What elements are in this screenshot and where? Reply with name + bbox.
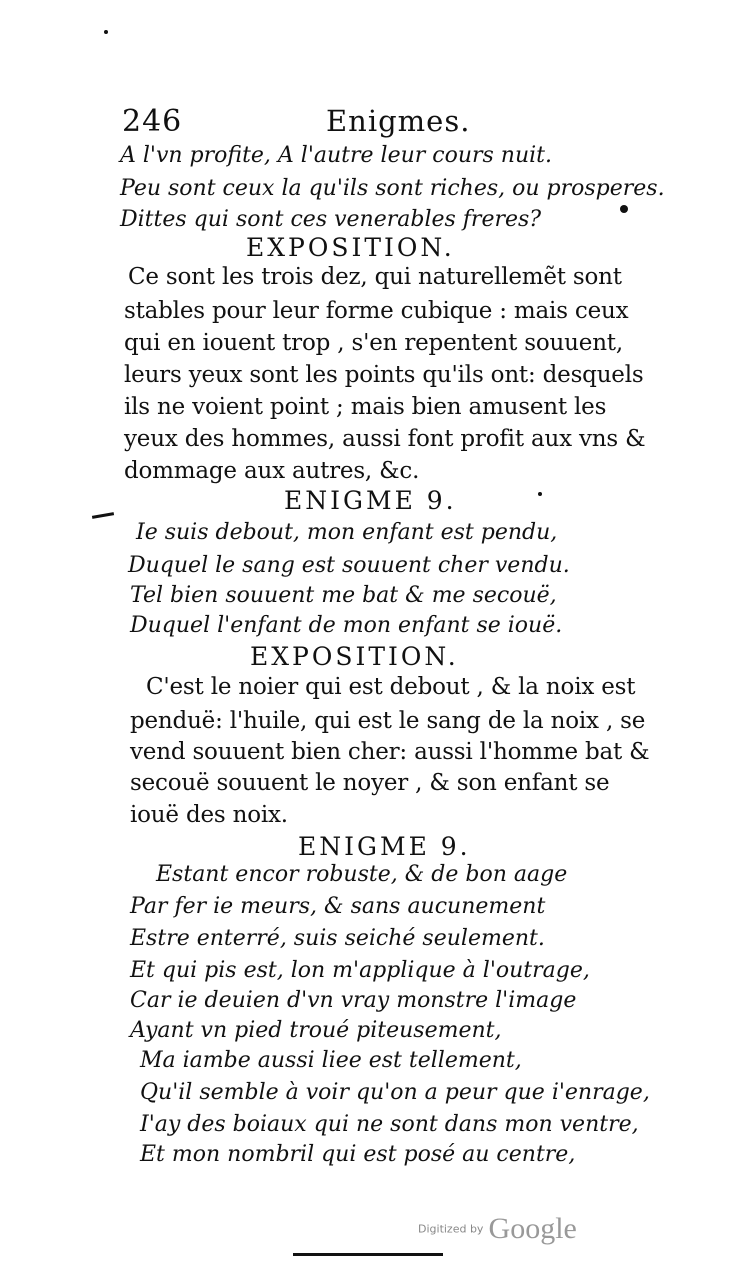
prose-line: Ce sont les trois dez, qui naturellemẽt sont [128, 264, 622, 290]
prose-line: dommage aux autres, &c. [124, 458, 420, 484]
verse-line: Ie suis debout, mon enfant est pendu, [136, 520, 558, 545]
prose-line: penduë: l'huile, qui est le sang de la noix , se [130, 708, 646, 734]
running-title: Enigmes. [326, 104, 471, 138]
verse-line: Par fer ie meurs, & sans aucunement [130, 894, 546, 919]
enigme-heading: ENIGME 9. [284, 486, 457, 515]
verse-line: Duquel le sang est souuent cher vendu. [128, 553, 570, 578]
enigme-heading: ENIGME 9. [298, 832, 471, 861]
digitized-label: Digitized by [418, 1222, 484, 1236]
ink-speck [538, 492, 542, 496]
prose-line: leurs yeux sont les points qu'ils ont: desquels [124, 362, 644, 388]
digitized-watermark [418, 1212, 577, 1246]
verse-line: Tel bien souuent me bat & me secouë, [130, 583, 557, 608]
prose-line: vend souuent bien cher: aussi l'homme bat & [130, 739, 650, 765]
prose-line: stables pour leur forme cubique : mais ceux [124, 298, 629, 324]
verse-line: Estant encor robuste, & de bon aage [156, 862, 568, 887]
bottom-rule [293, 1253, 443, 1256]
verse-line: Dittes qui sont ces venerables freres? [120, 207, 542, 232]
verse-line: Et qui pis est, lon m'applique à l'outrage, [130, 958, 590, 983]
exposition-heading: EXPOSITION. [250, 642, 459, 671]
google-logo: Google [488, 1212, 577, 1245]
exposition-heading: EXPOSITION. [246, 233, 455, 262]
verse-line: Car ie deuien d'vn vray monstre l'image [130, 988, 577, 1013]
verse-line: Duquel l'enfant de mon enfant se iouë. [130, 613, 563, 638]
prose-line: yeux des hommes, aussi font profit aux vns & [124, 426, 646, 452]
verse-line: Qu'il semble à voir qu'on a peur que i'enrage, [140, 1080, 650, 1105]
page-number: 246 [122, 104, 183, 139]
ink-blot [620, 205, 628, 213]
prose-line: secouë souuent le noyer , & son enfant se [130, 770, 610, 796]
prose-line: ils ne voient point ; mais bien amusent les [124, 394, 607, 420]
verse-line: A l'vn profite, A l'autre leur cours nuit. [120, 143, 553, 168]
ink-dash [92, 512, 114, 519]
prose-line: iouë des noix. [130, 802, 288, 828]
ink-speck [104, 30, 108, 34]
verse-line: Estre enterré, suis seiché seulement. [130, 926, 545, 951]
verse-line: Peu sont ceux la qu'ils sont riches, ou prosperes. [120, 176, 665, 201]
verse-line: Et mon nombril qui est posé au centre, [140, 1142, 576, 1167]
verse-line: Ayant vn pied troué piteusement, [130, 1018, 502, 1043]
prose-line: qui en iouent trop , s'en repentent souuent, [124, 330, 623, 356]
verse-line: Ma iambe aussi liee est tellement, [140, 1048, 522, 1073]
verse-line: I'ay des boiaux qui ne sont dans mon ventre, [140, 1112, 639, 1137]
prose-line: C'est le noier qui est debout , & la noix est [146, 674, 636, 700]
